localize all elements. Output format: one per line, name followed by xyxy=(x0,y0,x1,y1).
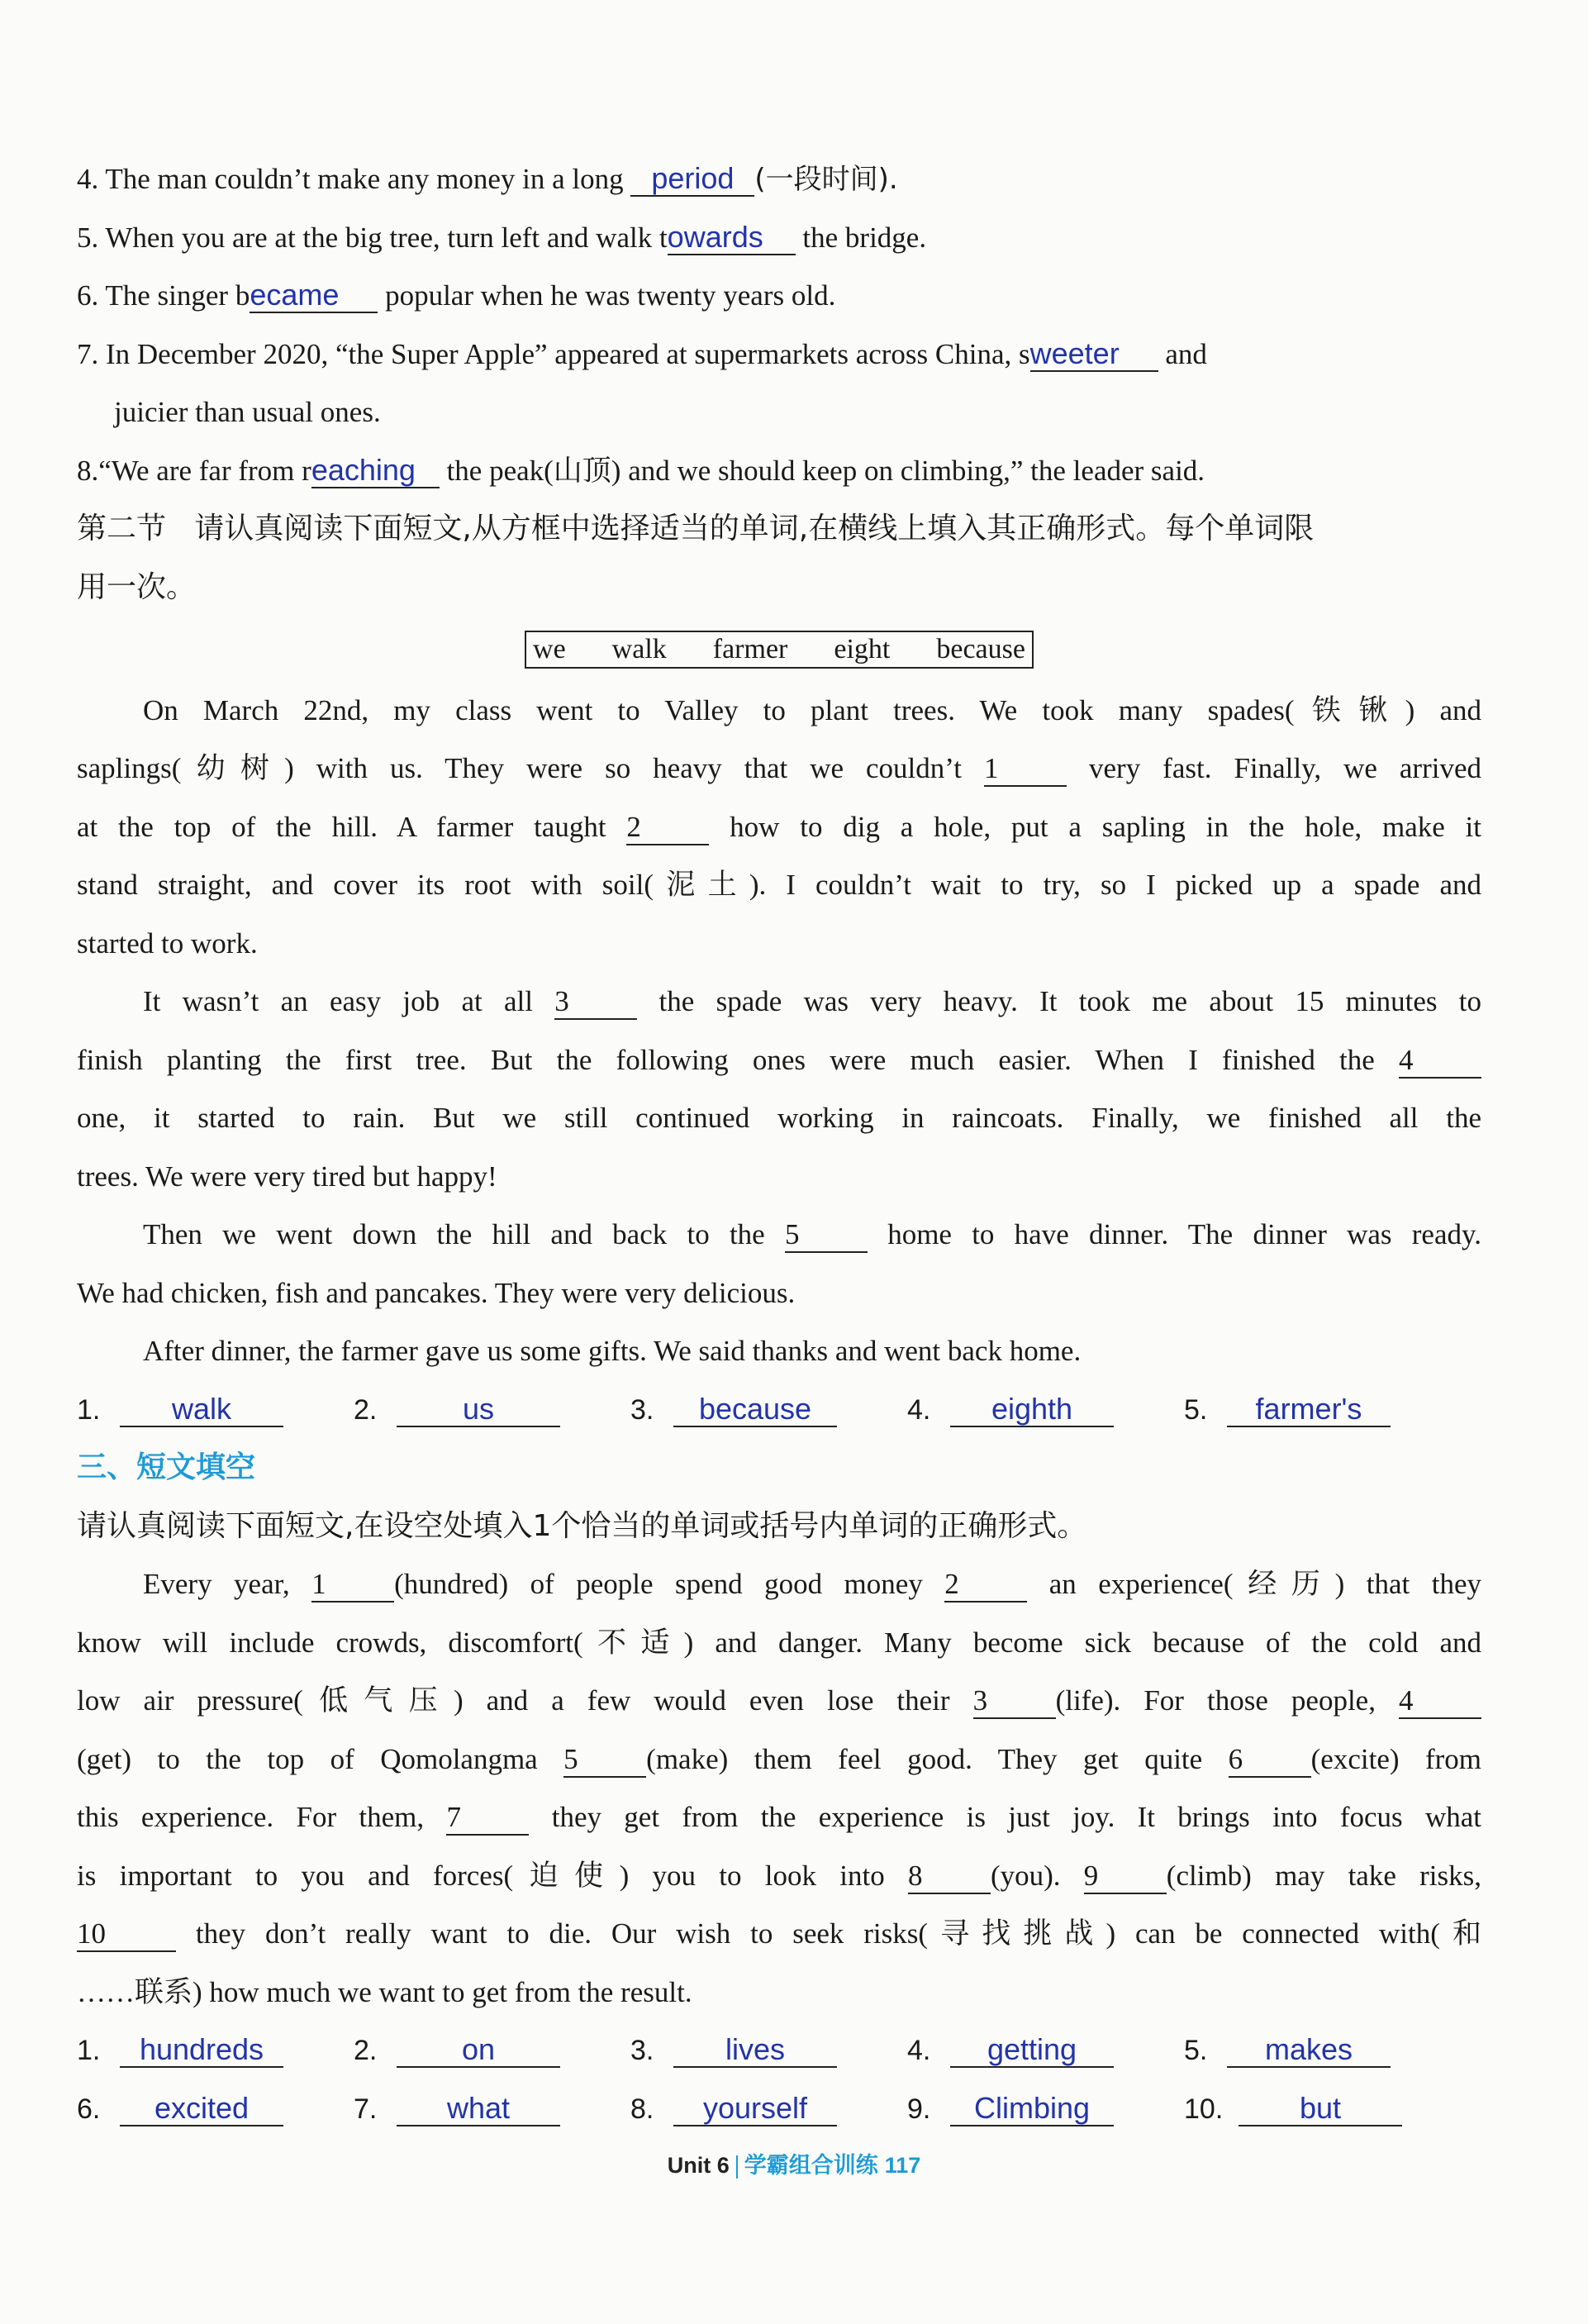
blank-3: 3 xyxy=(554,985,637,1020)
word-because: because xyxy=(936,634,1025,664)
footer-brand: 学霸组合训练 xyxy=(744,2153,878,2179)
answer-cell: 6. excited xyxy=(77,2080,354,2139)
blank-10: 10 xyxy=(77,1917,176,1952)
answer-7: weeter xyxy=(1030,337,1158,372)
answer-cell: 1. walk xyxy=(77,1381,354,1440)
content xyxy=(77,150,1481,2138)
passage-line: saplings(幼树) with us. They were so heavy that we couldn’t 1 very fast. Finally, we arrived xyxy=(77,740,1481,798)
item-8: 8.“We are far from reaching the peak(山顶) and we should keep on climbing,” the leader said. xyxy=(77,452,1205,487)
page-footer xyxy=(0,2147,1588,2179)
section2-instruction-cont: 用一次。 xyxy=(77,569,197,604)
passage-line: We had chicken, fish and pancakes. They were very delicious. xyxy=(77,1276,796,1309)
blank-1: 1 xyxy=(984,752,1067,787)
passage-line: (get) to the top of Qomolangma 5 (make) them feel good. They get quite 6 (excite) from xyxy=(77,1731,1481,1789)
answer-cell: 3. because xyxy=(630,1381,907,1440)
blank-3: 3 xyxy=(973,1684,1056,1719)
answer-cell: 8. yourself xyxy=(630,2080,907,2139)
answer-6: ecame xyxy=(250,279,378,313)
passage-line: It wasn’t an easy job at all 3 the spade was very heavy. It took me about 15 minutes to xyxy=(77,973,1481,1031)
passage-line: finish planting the first tree. But the following ones were much easier. When I finished the 4 xyxy=(77,1031,1481,1090)
passage-line: this experience. For them, 7 they get from the experience is just joy. It brings into focus what xyxy=(77,1788,1481,1847)
word-farmer: farmer xyxy=(712,634,788,664)
blank-8: 8 xyxy=(908,1860,991,1894)
word-box-wrap xyxy=(77,617,1481,682)
blank-4: 4 xyxy=(1399,1684,1481,1719)
passage-line: ……联系) how much we want to get from the result. xyxy=(77,1975,692,2008)
passage-line: After dinner, the farmer gave us some gifts. We said thanks and went back home. xyxy=(143,1335,1082,1367)
answer-cell: 2. us xyxy=(354,1381,630,1440)
passage-line: is important to you and forces(迫使) you to look into 8 (you). 9 (climb) may take risks, xyxy=(77,1847,1481,1906)
passage-line: Every year, 1 (hundred) of people spend good money 2 an experience(经历) that they xyxy=(77,1555,1481,1614)
blank-1: 1 xyxy=(311,1568,394,1603)
page-number: 117 xyxy=(884,2153,921,2178)
item-7-cont: juicier than usual ones. xyxy=(114,396,381,428)
answer-cell: 5. makes xyxy=(1184,2022,1461,2080)
passage-line: stand straight, and cover its root with soil(泥土). I couldn’t wait to try, so I picked up a spade and xyxy=(77,869,1481,901)
answer-cell: 9. Climbing xyxy=(907,2080,1184,2139)
item-4: 4. The man couldn’t make any money in a long period (一段时间). xyxy=(77,161,898,196)
section2-answers xyxy=(77,1381,1481,1440)
blank-7: 7 xyxy=(446,1801,529,1836)
blank-5: 5 xyxy=(563,1743,646,1778)
answer-cell: 5. farmer's xyxy=(1184,1381,1461,1440)
blank-4: 4 xyxy=(1399,1044,1481,1079)
answer-cell: 1. hundreds xyxy=(77,2022,354,2080)
passage-line: know will include crowds, discomfort(不适) and danger. Many become sick because of the cold and xyxy=(77,1626,1481,1659)
answer-5: owards xyxy=(668,221,796,255)
answer-cell: 3. lives xyxy=(630,2022,907,2080)
section2-instruction: 第二节 请认真阅读下面短文,从方框中选择适当的单词,在横线上填入其正确形式。每个单词限 xyxy=(77,512,1315,545)
answer-8: eaching xyxy=(311,454,440,488)
word-we: we xyxy=(533,634,566,664)
item-7: 7. In December 2020, “the Super Apple” appeared at supermarkets across China, sweeter and xyxy=(77,336,1207,370)
blank-2: 2 xyxy=(626,811,709,845)
answer-cell: 10. but xyxy=(1184,2080,1461,2139)
passage-line: low air pressure(低气压) and a few would even lose their 3 (life). For those people, 4 xyxy=(77,1672,1481,1731)
passage-line: trees. We were very tired but happy! xyxy=(77,1160,497,1193)
part3-answers-row2 xyxy=(77,2080,1481,2139)
passage-line: 10 they don’t really want to die. Our wish to seek risks(寻找挑战) can be connected with(和 xyxy=(77,1905,1481,1964)
passage-line: On March 22nd, my class went to Valley to plant trees. We took many spades(铁锹) and xyxy=(143,693,1481,726)
item-6: 6. The singer became popular when he was twenty years old. xyxy=(77,278,836,312)
passage-line: started to work. xyxy=(77,926,258,960)
blank-2: 2 xyxy=(944,1568,1027,1603)
word-eight: eight xyxy=(834,634,891,664)
blank-9: 9 xyxy=(1084,1860,1167,1894)
answer-cell: 4. eighth xyxy=(907,1381,1184,1440)
part3-instruction: 请认真阅读下面短文,在设空处填入1个恰当的单词或括号内单词的正确形式。 xyxy=(77,1508,1087,1543)
footer-separator xyxy=(736,2155,738,2179)
answer-cell: 7. what xyxy=(354,2080,630,2139)
part3-heading: 三、短文填空 xyxy=(77,1450,256,1484)
answer-cell: 4. getting xyxy=(907,2022,1184,2080)
answer-4: period xyxy=(630,162,754,197)
blank-5: 5 xyxy=(785,1218,868,1253)
passage-line: one, it started to rain. But we still continued working in raincoats. Finally, we finished all the xyxy=(77,1102,1481,1134)
answer-cell: 2. on xyxy=(354,2022,630,2080)
word-box xyxy=(525,631,1034,669)
item-5: 5. When you are at the big tree, turn left and walk towards the bridge. xyxy=(77,219,927,254)
footer-unit: Unit 6 xyxy=(667,2153,730,2178)
word-walk: walk xyxy=(611,634,667,664)
passage-line: Then we went down the hill and back to the 5 home to have dinner. The dinner was ready. xyxy=(77,1206,1481,1264)
part3-answers-row1 xyxy=(77,2022,1481,2080)
passage-line: at the top of the hill. A farmer taught 2 how to dig a hole, put a sapling in the hole, make it xyxy=(77,798,1481,857)
blank-6: 6 xyxy=(1229,1743,1311,1778)
